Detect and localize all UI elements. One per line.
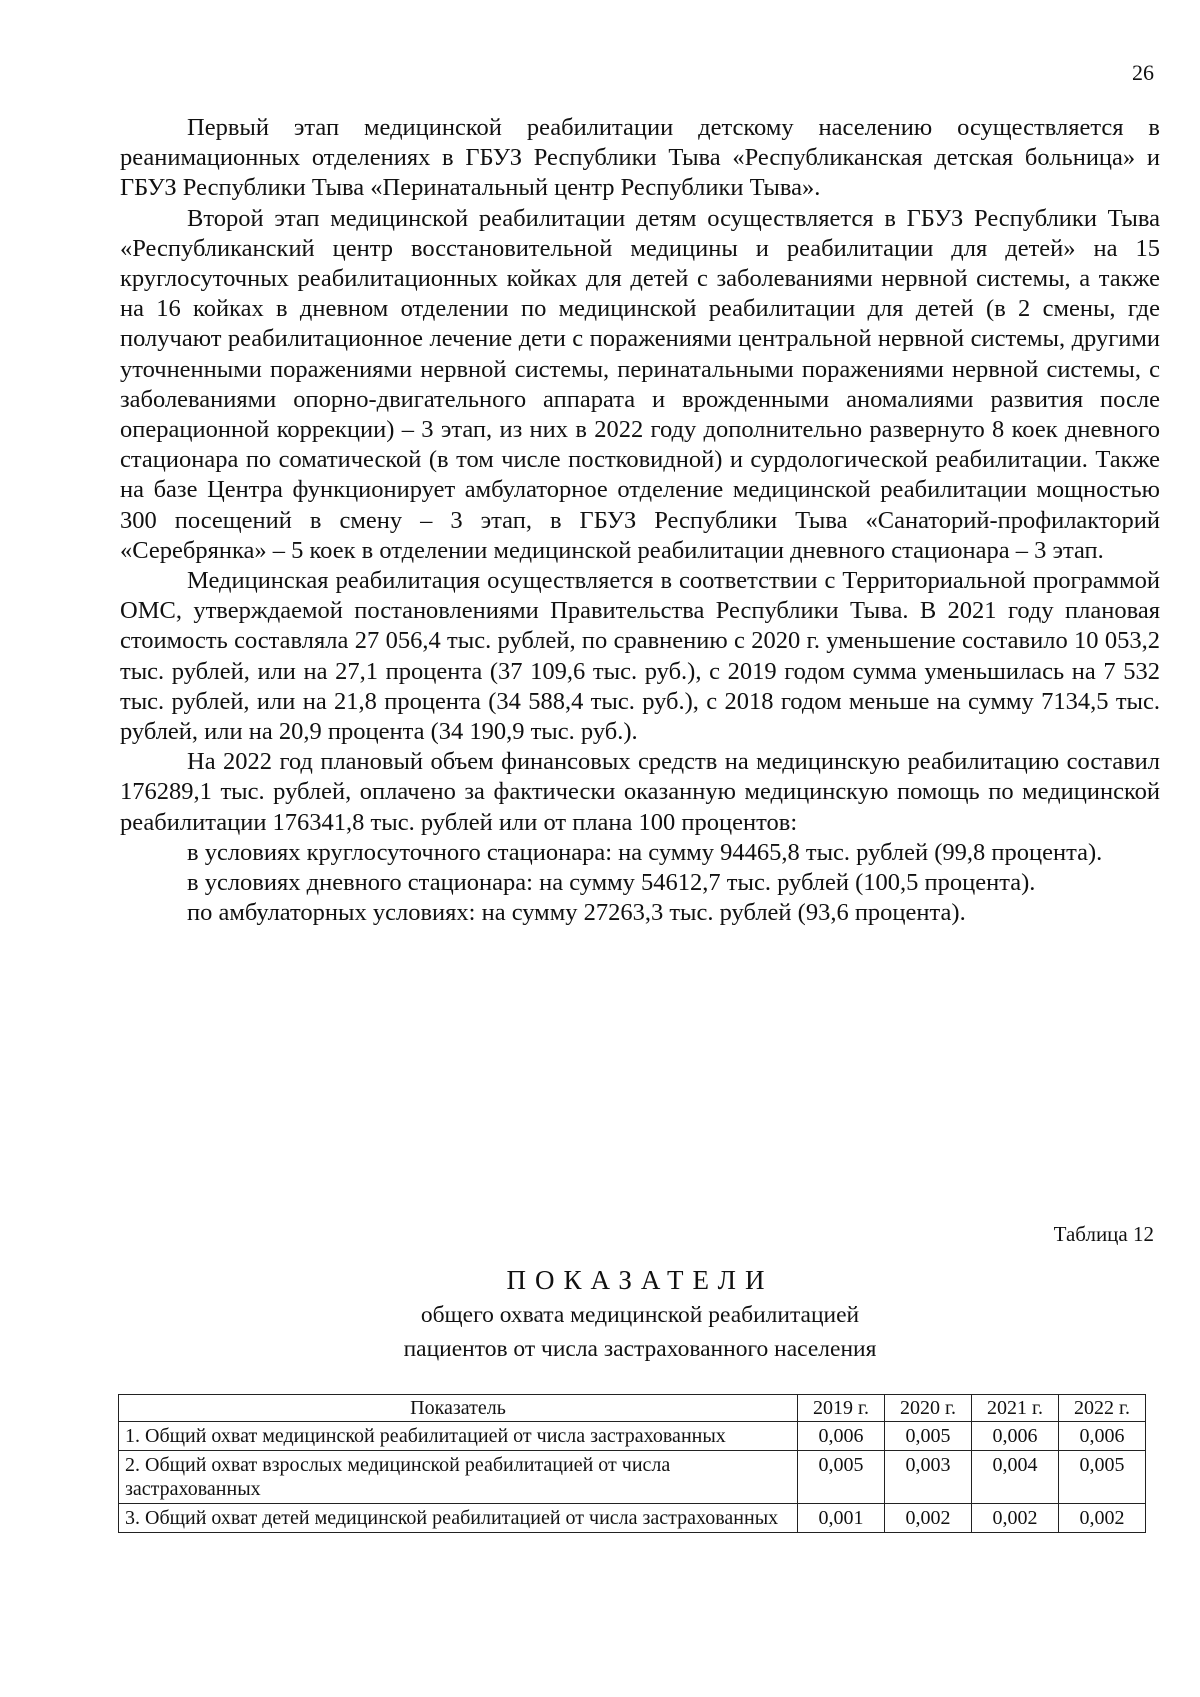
cell-value: 0,002 — [1059, 1504, 1146, 1533]
header-2022: 2022 г. — [1059, 1395, 1146, 1422]
heading-line-2: пациентов от числа застрахованного населения — [403, 1336, 877, 1362]
heading-title: ПОКАЗАТЕЛИ — [506, 1265, 774, 1295]
paragraph-2022-volume: На 2022 год плановый объем финансовых средств на медицинскую реабилитацию составил 176289,1 тыс. рублей, оплачено за фактически оказанную медицинскую помощь по медицинской реабилитации 176341,8 тыс. рублей или от плана 100 процентов: — [120, 748, 1160, 836]
table-label: Таблица 12 — [1053, 1222, 1154, 1246]
cell-value: 0,004 — [972, 1451, 1059, 1504]
table-row — [119, 1451, 1146, 1504]
paragraph-oms-program: Медицинская реабилитация осуществляется в соответствии с Территориальной программой ОМС, утверждаемой постановлениями Правительства Республики Тыва. В 2021 году плановая стоимость составляла 27 056,4 тыс. рублей, по сравнению с 2020 г. уменьшение составило 10 053,2 тыс. рублей, или на 27,1 процента (37 109,6 тыс. руб.), с 2019 годом сумма уменьшилась на 7 532 тыс. рублей, или на 21,8 процента (34 588,4 тыс. руб.), с 2018 годом меньше на сумму 7134,5 тыс. рублей, или на 20,9 процента (34 190,9 тыс. руб.). — [120, 567, 1160, 746]
cell-value: 0,002 — [972, 1504, 1059, 1533]
cell-value: 0,003 — [885, 1451, 972, 1504]
header-2019: 2019 г. — [798, 1395, 885, 1422]
paragraph-second-stage: Второй этап медицинской реабилитации детям осуществляется в ГБУЗ Республики Тыва «Республиканский центр восстановительной медицины и реабилитации для детей» на 15 круглосуточных реабилитационных койках для детей с заболеваниями нервной системы, а также на 16 койках в дневном отделении по медицинской реабилитации для детей (в 2 смены, где получают реабилитационное лечение дети с поражениями центральной нервной системы, другими уточненными поражениями нервной системы, перинатальными поражениями нервной системы, с заболеваниями опорно-двигательного аппарата и врожденными аномалиями развития после операционной коррекции) – 3 этап, из них в 2022 году дополнительно развернуто 8 коек дневного стационара по соматической (в том числе постковидной) и сурдологической реабилитации. Также на базе Центра функционирует амбулаторное отделение медицинской реабилитации мощностью 300 посещений в смену – 3 этап, в ГБУЗ Республики Тыва «Санаторий-профилакторий «Серебрянка» – 5 коек в отделении медицинской реабилитации дневного стационара – 3 этап. — [120, 204, 1160, 564]
header-indicator: Показатель — [119, 1395, 798, 1422]
row-label: 1. Общий охват медицинской реабилитацией от числа застрахованных — [119, 1422, 798, 1451]
indicators-table — [118, 1394, 1146, 1533]
row-label: 3. Общий охват детей медицинской реабилитацией от числа застрахованных — [119, 1504, 798, 1533]
paragraph-first-stage: Первый этап медицинской реабилитации детскому населению осуществляется в реанимационных отделениях в ГБУЗ Республики Тыва «Республиканская детская больница» и ГБУЗ Республики Тыва «Перинатальный центр Республики Тыва». — [120, 114, 1160, 202]
heading-line-1: общего охвата медицинской реабилитацией — [420, 1302, 860, 1328]
cell-value: 0,001 — [798, 1504, 885, 1533]
cell-value: 0,006 — [972, 1422, 1059, 1451]
cell-value: 0,006 — [798, 1422, 885, 1451]
row-label: 2. Общий охват взрослых медицинской реабилитацией от числа застрахованных — [119, 1451, 798, 1504]
page-number: 26 — [1132, 60, 1154, 85]
header-2021: 2021 г. — [972, 1395, 1059, 1422]
paragraph-outpatient: по амбулаторных условиях: на сумму 27263,3 тыс. рублей (93,6 процента). — [187, 899, 966, 927]
table-header-row — [119, 1395, 1146, 1422]
body-text — [120, 113, 1160, 928]
cell-value: 0,005 — [798, 1451, 885, 1504]
cell-value: 0,002 — [885, 1504, 972, 1533]
header-2020: 2020 г. — [885, 1395, 972, 1422]
table-row — [119, 1422, 1146, 1451]
cell-value: 0,005 — [885, 1422, 972, 1451]
paragraph-inpatient: в условиях круглосуточного стационара: на сумму 94465,8 тыс. рублей (99,8 процента). — [187, 838, 1103, 866]
table-heading — [120, 1262, 1160, 1366]
table-row — [119, 1504, 1146, 1533]
cell-value: 0,006 — [1059, 1422, 1146, 1451]
paragraph-day-hospital: в условиях дневного стационара: на сумму 54612,7 тыс. рублей (100,5 процента). — [187, 869, 1036, 897]
cell-value: 0,005 — [1059, 1451, 1146, 1504]
